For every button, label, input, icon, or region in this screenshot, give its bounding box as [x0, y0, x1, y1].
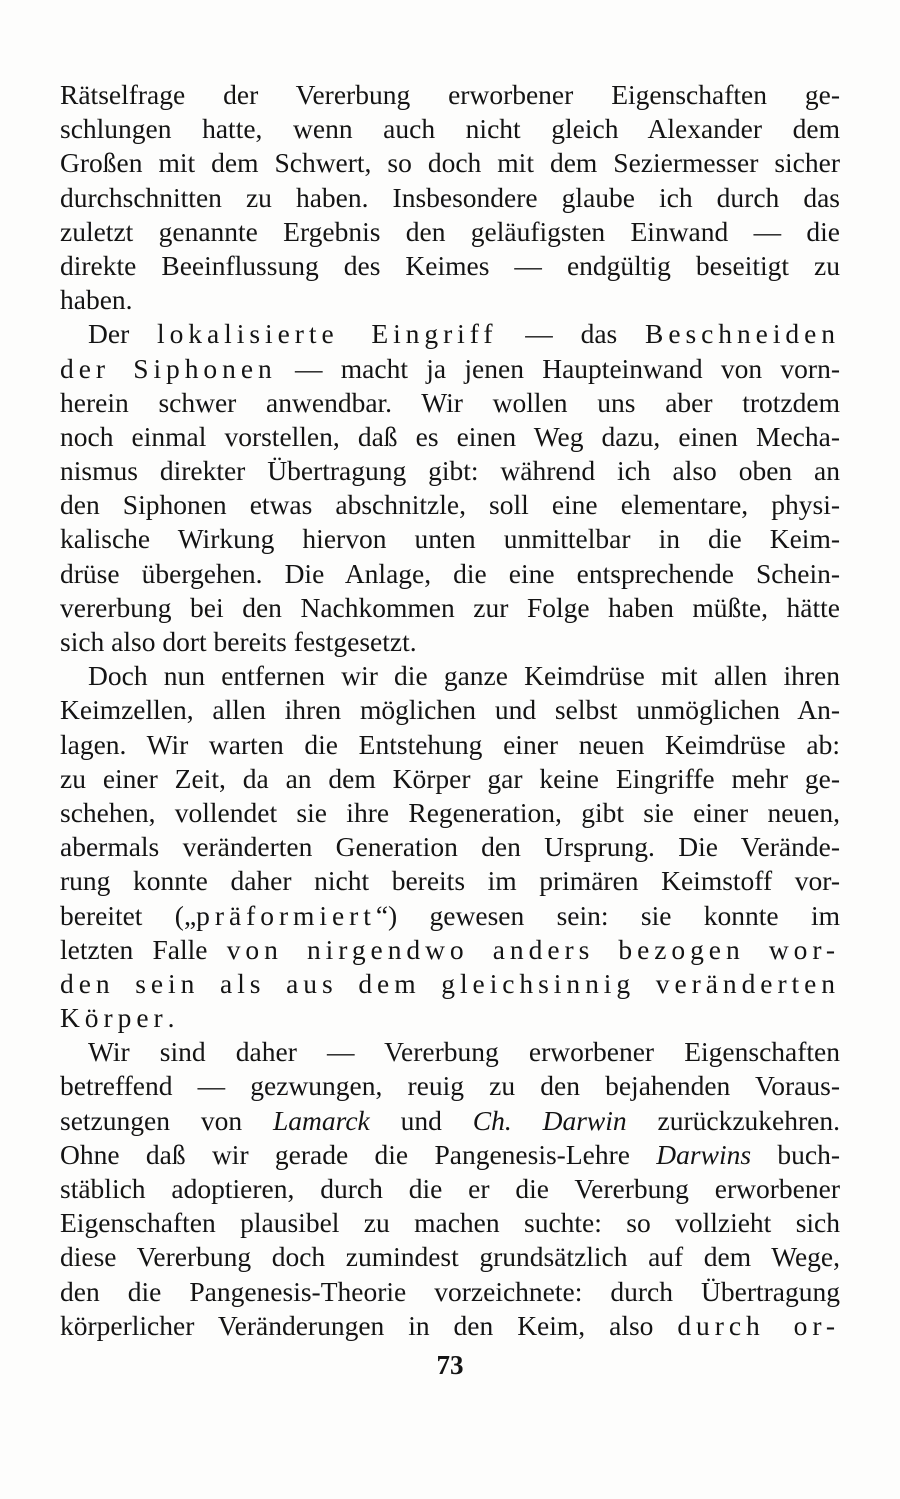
text-line — [60, 762, 840, 796]
text-run: Keimzellen, allen ihren möglichen und selbst unmöglichen An- — [60, 694, 840, 726]
text-line — [60, 1069, 840, 1103]
text-line — [60, 557, 840, 591]
text-line — [60, 830, 840, 864]
text-run: stäblich adoptieren, durch die er die Vererbung erworbener — [60, 1173, 840, 1204]
text-run: haben. — [60, 284, 133, 316]
text-line — [60, 249, 840, 283]
text-line — [60, 1035, 840, 1069]
text-line — [60, 864, 840, 898]
text-run: kalische Wirkung hiervon unten unmittelbar in die Keim- — [60, 523, 840, 555]
text-run: letzten Falle — [60, 933, 227, 965]
text-run: setzungen von — [60, 1104, 273, 1136]
spaced-emphasis: präformiert — [196, 899, 376, 931]
text-line — [60, 420, 840, 454]
text-line — [60, 181, 840, 215]
text-line — [60, 933, 840, 967]
text-line — [60, 796, 840, 830]
text-line — [60, 1001, 840, 1035]
text-line — [60, 146, 840, 180]
text-run: zu einer Zeit, da an dem Körper gar keine Eingriffe mehr ge- — [60, 762, 840, 794]
text-line — [60, 78, 840, 112]
text-run: betreffend — gezwungen, reuig zu den bejahenden Voraus- — [60, 1070, 840, 1102]
text-run: abermals veränderten Generation den Ursprung. Die Verände- — [60, 831, 840, 863]
spaced-emphasis: Beschneiden — [645, 318, 840, 350]
text-line — [60, 522, 840, 556]
text-line — [60, 1104, 840, 1138]
text-run: “) gewesen sein: sie konnte im — [375, 899, 841, 931]
text-line — [60, 283, 840, 317]
text-line — [60, 728, 840, 762]
text-run: herein schwer anwendbar. Wir wollen uns aber trotzdem — [60, 386, 840, 418]
text-run: noch einmal vorstellen, daß es einen Weg dazu, einen Mecha- — [60, 420, 840, 452]
text-run: lagen. Wir warten die Entstehung einer neuen Keimdrüse ab: — [60, 728, 840, 760]
text-run: bereitet („ — [60, 899, 197, 931]
text-run: Ohne daß wir gerade die Pangenesis-Lehre — [60, 1138, 657, 1170]
text-run: direkte Beeinflussung des Keimes — endgültig beseitigt zu — [60, 249, 840, 281]
text-line — [60, 1138, 840, 1172]
text-line — [60, 659, 840, 693]
text-line — [60, 386, 840, 420]
text-line — [60, 488, 840, 522]
text-line — [60, 454, 840, 488]
text-line — [60, 215, 840, 249]
text-line — [60, 693, 840, 727]
body-text — [60, 78, 840, 1343]
italic-name: Lamarck — [272, 1104, 370, 1136]
text-run: Rätselfrage der Vererbung erworbener Eigenschaften ge- — [60, 79, 840, 110]
text-run: schehen, vollendet sie ihre Regeneration, gibt sie einer neuen, — [60, 796, 840, 828]
text-run: körperlicher Veränderungen in den Keim, also — [60, 1309, 678, 1341]
spaced-emphasis: Körper — [60, 1002, 168, 1034]
text-line — [60, 1309, 840, 1343]
text-line — [60, 1172, 840, 1206]
text-line — [60, 317, 840, 351]
text-run: Großen mit dem Schwert, so doch mit dem Seziermesser sicher — [60, 147, 840, 179]
text-run: . — [167, 1002, 175, 1034]
text-run: den die Pangenesis-Theorie vorzeichnete: durch Übertragung — [60, 1275, 840, 1307]
text-line — [60, 1275, 840, 1309]
text-line — [60, 1240, 840, 1274]
text-run: den Siphonen etwas abschnitzle, soll eine elementare, physi- — [60, 489, 840, 521]
spaced-emphasis: von nirgendwo anders bezogen wor- — [226, 933, 840, 965]
text-line — [60, 352, 840, 386]
spaced-emphasis: den sein als aus dem gleichsinnig veränderten — [60, 967, 840, 999]
text-run: Der — [88, 318, 158, 350]
text-line — [60, 1206, 840, 1240]
spaced-emphasis: lokalisierte Eingriff — [157, 318, 498, 350]
text-run: zurückzukehren. — [626, 1104, 841, 1136]
text-run: sich also dort bereits festgesetzt. — [60, 626, 417, 657]
italic-name: Darwins — [656, 1138, 752, 1170]
text-run: — macht ja jenen Haupteinwand von vorn- — [276, 352, 840, 384]
text-run: durchschnitten zu haben. Insbesondere glaube ich durch das — [60, 181, 840, 213]
spaced-emphasis: der Siphonen — [60, 352, 277, 384]
text-run: rung konnte daher nicht bereits im primären Keimstoff vor- — [60, 865, 840, 897]
text-line — [60, 591, 840, 625]
text-line — [60, 967, 840, 1001]
text-run: — das — [497, 318, 646, 350]
text-run: vererbung bei den Nachkommen zur Folge haben müßte, hätte — [60, 591, 840, 623]
page-number: 73 — [436, 1350, 464, 1380]
text-run: drüse übergehen. Die Anlage, die eine entsprechende Schein- — [60, 557, 840, 589]
spaced-emphasis: durch or- — [677, 1309, 840, 1341]
text-run: schlungen hatte, wenn auch nicht gleich Alexander dem — [60, 113, 840, 145]
text-line — [60, 112, 840, 146]
text-run: und — [369, 1104, 473, 1136]
text-line — [60, 899, 840, 933]
text-line — [60, 625, 840, 659]
text-run: diese Vererbung doch zumindest grundsätzlich auf dem Wege, — [60, 1241, 840, 1273]
text-run: Doch nun entfernen wir die ganze Keimdrüse mit allen ihren — [88, 660, 840, 692]
text-run: Wir sind daher — Vererbung erworbener Eigenschaften — [88, 1036, 840, 1068]
text-run: Eigenschaften plausibel zu machen suchte: so vollzieht sich — [60, 1207, 840, 1239]
text-run: nismus direkter Übertragung gibt: während ich also oben an — [60, 455, 840, 487]
italic-name: Ch. Darwin — [472, 1104, 627, 1136]
text-run: zuletzt genannte Ergebnis den geläufigsten Einwand — die — [60, 215, 840, 247]
text-run: buch- — [751, 1138, 840, 1170]
